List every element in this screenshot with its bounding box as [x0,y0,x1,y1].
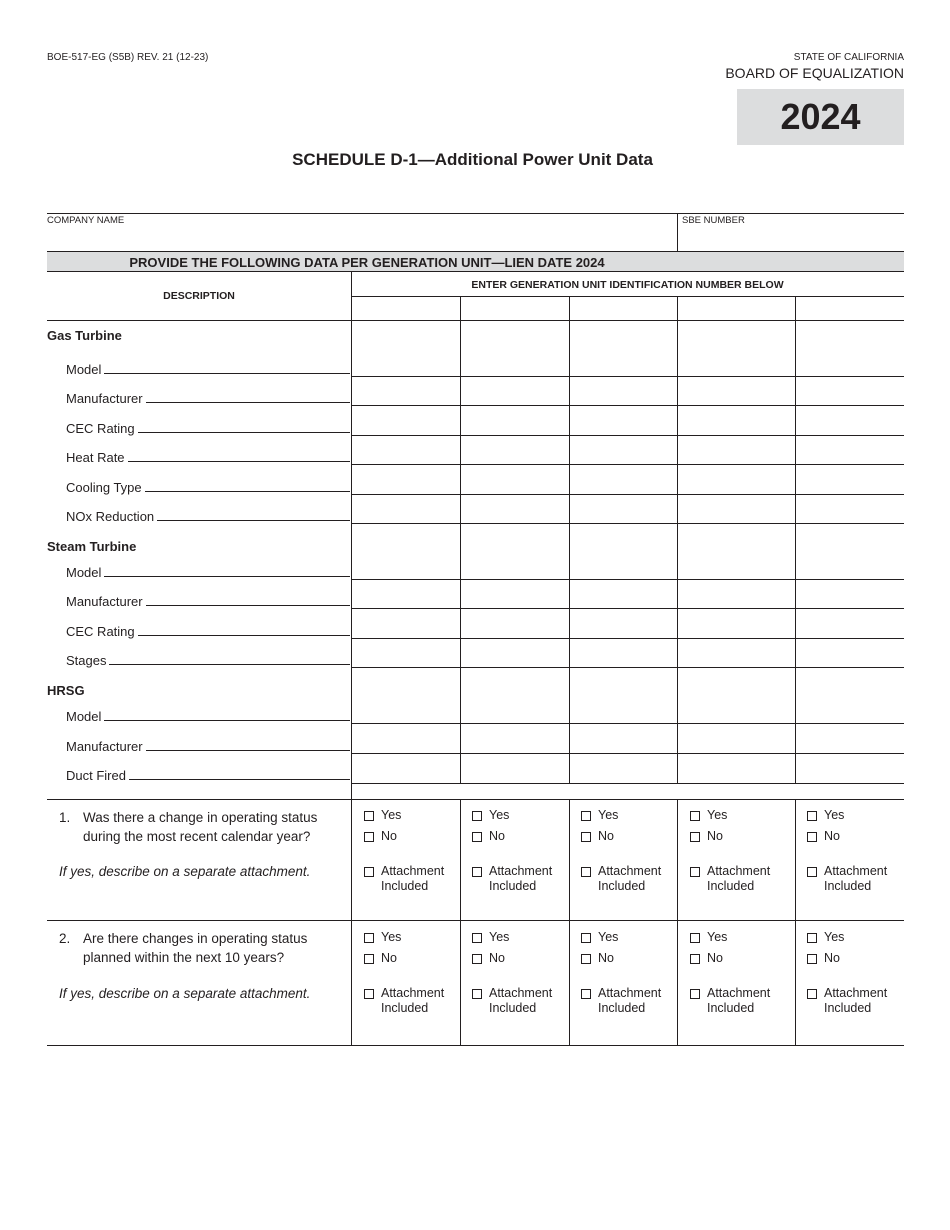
unit-column-line [569,296,570,783]
checkbox-icon[interactable] [690,811,700,821]
unit-id-line [351,296,904,297]
checkbox-icon[interactable] [472,954,482,964]
unit-data-cell[interactable] [462,378,567,403]
question-divider [47,920,904,921]
unit-data-cell[interactable] [797,322,902,374]
unit-data-cell[interactable] [353,496,458,521]
unit-data-cell[interactable] [571,669,675,721]
checkbox-label: Yes [598,808,619,822]
checkbox-label: Attachment Included [824,864,888,893]
description-column-line [351,272,352,1045]
unit-id-input[interactable] [679,298,793,318]
attachment-checkbox[interactable] [472,986,552,1016]
row-line [351,667,904,668]
unit-data-cell[interactable] [571,437,675,462]
row-line [351,638,904,639]
checkbox-icon[interactable] [364,933,374,943]
unit-data-cell[interactable] [679,407,793,433]
unit-data-cell[interactable] [679,525,793,577]
page-title: SCHEDULE D-1—Additional Power Unit Data [292,150,653,169]
tax-year-box [737,89,904,145]
yes-checkbox[interactable] [581,930,618,945]
section-steam-turbine: Steam Turbine [47,539,137,554]
no-checkbox[interactable] [472,829,505,844]
checkbox-icon[interactable] [364,989,374,999]
checkbox-icon[interactable] [690,832,700,842]
unit-data-cell[interactable] [571,466,675,492]
row-hrsg-model: Model [66,709,350,724]
attachment-checkbox[interactable] [364,864,444,894]
section-hrsg: HRSG [47,683,85,698]
divider [677,213,678,251]
row-hrsg-manufacturer: Manufacturer [66,739,350,754]
no-checkbox[interactable] [581,829,614,844]
unit-data-cell[interactable] [679,755,793,781]
section-gas-turbine: Gas Turbine [47,328,122,343]
question-1-note: If yes, describe on a separate attachment. [59,864,311,879]
row-line [351,783,904,784]
unit-data-cell[interactable] [353,525,458,577]
section-band [47,251,904,272]
state-label: STATE OF CALIFORNIA [793,52,904,63]
unit-data-cell[interactable] [679,640,793,665]
checkbox-label: Attachment Included [824,986,888,1015]
unit-data-cell[interactable] [462,669,567,721]
checkbox-label: Attachment Included [381,986,445,1015]
unit-data-cell[interactable] [462,466,567,492]
unit-column-line [677,799,678,1045]
row-gt-heat-rate: Heat Rate [66,450,350,465]
unit-data-cell[interactable] [571,525,675,577]
checkbox-label: No [598,829,614,843]
unit-data-cell[interactable] [462,322,567,374]
checkbox-icon[interactable] [581,867,591,877]
checkbox-label: No [489,829,505,843]
row-gt-nox-reduction: NOx Reduction [66,509,350,524]
checkbox-icon[interactable] [364,811,374,821]
unit-data-cell[interactable] [797,437,902,462]
unit-data-cell[interactable] [679,669,793,721]
no-checkbox[interactable] [690,951,723,966]
header-bottom-line [47,320,904,321]
unit-data-cell[interactable] [462,755,567,781]
no-checkbox[interactable] [807,829,840,844]
question-2-note: If yes, describe on a separate attachment. [59,986,311,1001]
unit-data-cell[interactable] [571,640,675,665]
checkbox-label: Yes [707,930,728,944]
unit-data-cell[interactable] [462,407,567,433]
unit-data-cell[interactable] [797,610,902,636]
row-line [351,494,904,495]
unit-data-cell[interactable] [679,437,793,462]
checkbox-icon[interactable] [807,832,817,842]
unit-column-line [795,799,796,1045]
checkbox-label: Yes [824,930,845,944]
attachment-checkbox[interactable] [581,986,661,1016]
checkbox-label: No [381,829,397,843]
unit-data-cell[interactable] [353,466,458,492]
table-bottom-line [47,799,904,800]
unit-data-cell[interactable] [797,525,902,577]
unit-data-cell[interactable] [571,378,675,403]
company-name-field[interactable] [47,226,675,250]
no-checkbox[interactable] [472,951,505,966]
checkbox-icon[interactable] [472,933,482,943]
divider [47,213,904,214]
yes-checkbox[interactable] [472,930,509,945]
unit-data-cell[interactable] [797,755,902,781]
unit-data-cell[interactable] [353,581,458,606]
checkbox-icon[interactable] [472,832,482,842]
checkbox-icon[interactable] [472,867,482,877]
unit-data-cell[interactable] [462,610,567,636]
unit-data-cell[interactable] [353,437,458,462]
checkbox-label: Attachment Included [598,864,662,893]
unit-id-input[interactable] [462,298,567,318]
checkbox-icon[interactable] [807,933,817,943]
no-checkbox[interactable] [364,951,397,966]
unit-data-cell[interactable] [797,407,902,433]
unit-data-cell[interactable] [679,725,793,751]
no-checkbox[interactable] [690,829,723,844]
unit-data-cell[interactable] [571,407,675,433]
sbe-number-label: SBE NUMBER [682,215,745,226]
unit-data-cell[interactable] [679,378,793,403]
yes-checkbox[interactable] [690,930,727,945]
unit-data-cell[interactable] [462,640,567,665]
row-gt-cooling-type: Cooling Type [66,480,350,495]
agency-label: BOARD OF EQUALIZATION [725,65,904,81]
checkbox-label: Yes [598,930,619,944]
checkbox-icon[interactable] [690,933,700,943]
checkbox-label: No [824,951,840,965]
unit-column-line [795,296,796,783]
row-st-model: Model [66,565,350,580]
yes-checkbox[interactable] [581,808,618,823]
checkbox-icon[interactable] [364,954,374,964]
unit-column-line [677,296,678,783]
unit-data-cell[interactable] [462,525,567,577]
row-gt-model: Model [66,362,350,377]
yes-checkbox[interactable] [807,930,844,945]
unit-data-cell[interactable] [679,496,793,521]
form-bottom-line [47,1045,904,1046]
checkbox-label: Attachment Included [489,986,553,1015]
row-st-cec-rating: CEC Rating [66,624,350,639]
checkbox-icon[interactable] [807,867,817,877]
attachment-checkbox[interactable] [690,986,770,1016]
unit-data-cell[interactable] [679,610,793,636]
unit-data-cell[interactable] [797,669,902,721]
row-line [351,376,904,377]
checkbox-icon[interactable] [472,811,482,821]
unit-data-cell[interactable] [797,378,902,403]
checkbox-icon[interactable] [364,832,374,842]
unit-data-cell[interactable] [571,581,675,606]
sbe-number-field[interactable] [680,226,902,250]
unit-data-cell[interactable] [462,496,567,521]
checkbox-label: Attachment Included [489,864,553,893]
form-id: BOE-517-EG (S5B) REV. 21 (12-23) [47,52,209,63]
checkbox-icon[interactable] [581,832,591,842]
checkbox-label: No [824,829,840,843]
unit-data-cell[interactable] [679,322,793,374]
row-hrsg-duct-fired: Duct Fired [66,768,350,783]
row-gt-cec-rating: CEC Rating [66,421,350,436]
checkbox-label: Attachment Included [707,864,771,893]
unit-column-line [460,799,461,1045]
unit-data-cell[interactable] [353,755,458,781]
unit-data-cell[interactable] [797,581,902,606]
description-header: DESCRIPTION [163,290,235,302]
checkbox-label: Attachment Included [598,986,662,1015]
checkbox-label: Yes [489,930,510,944]
unit-data-cell[interactable] [353,725,458,751]
row-line [351,608,904,609]
attachment-checkbox[interactable] [807,986,887,1016]
yes-checkbox[interactable] [690,808,727,823]
checkbox-icon[interactable] [690,989,700,999]
unit-data-cell[interactable] [679,581,793,606]
unit-data-cell[interactable] [462,725,567,751]
checkbox-label: No [707,829,723,843]
checkbox-icon[interactable] [581,811,591,821]
checkbox-icon[interactable] [364,867,374,877]
attachment-checkbox[interactable] [690,864,770,894]
unit-id-input[interactable] [797,298,902,318]
checkbox-icon[interactable] [807,989,817,999]
checkbox-icon[interactable] [581,933,591,943]
units-header: ENTER GENERATION UNIT IDENTIFICATION NUMBER BELOW [471,279,784,291]
checkbox-icon[interactable] [690,867,700,877]
row-line [351,723,904,724]
checkbox-label: Attachment Included [707,986,771,1015]
unit-column-line [569,799,570,1045]
checkbox-icon[interactable] [581,989,591,999]
row-st-manufacturer: Manufacturer [66,594,350,609]
unit-data-cell[interactable] [353,378,458,403]
unit-data-cell[interactable] [462,437,567,462]
checkbox-label: Yes [707,808,728,822]
checkbox-label: No [707,951,723,965]
no-checkbox[interactable] [364,829,397,844]
band-label: PROVIDE THE FOLLOWING DATA PER GENERATION UNIT—LIEN DATE 2024 [129,255,605,270]
unit-data-cell[interactable] [462,581,567,606]
unit-data-cell[interactable] [797,725,902,751]
question-2: 2. Are there changes in operating status planned within the next 10 years? [59,931,308,965]
unit-data-cell[interactable] [571,322,675,374]
unit-data-cell[interactable] [571,755,675,781]
row-line [351,405,904,406]
unit-data-cell[interactable] [797,466,902,492]
checkbox-label: No [598,951,614,965]
unit-data-cell[interactable] [571,610,675,636]
attachment-checkbox[interactable] [581,864,661,894]
checkbox-label: Yes [381,808,402,822]
tax-year: 2024 [780,96,861,137]
unit-data-cell[interactable] [571,725,675,751]
row-line [351,753,904,754]
unit-id-input[interactable] [571,298,675,318]
checkbox-label: Yes [489,808,510,822]
checkbox-icon[interactable] [472,989,482,999]
unit-data-cell[interactable] [353,322,458,374]
question-1: 1. Was there a change in operating status during the most recent calendar year? [59,810,318,844]
row-line [351,579,904,580]
unit-data-cell[interactable] [797,496,902,521]
unit-data-cell[interactable] [353,669,458,721]
checkbox-label: Yes [824,808,845,822]
yes-checkbox[interactable] [472,808,509,823]
checkbox-label: No [381,951,397,965]
unit-data-cell[interactable] [353,610,458,636]
row-st-stages: Stages [66,653,350,668]
checkbox-icon[interactable] [807,954,817,964]
row-line [351,435,904,436]
unit-column-line [460,296,461,783]
checkbox-icon[interactable] [807,811,817,821]
yes-checkbox[interactable] [364,930,401,945]
checkbox-label: Attachment Included [381,864,445,893]
checkbox-label: Yes [381,930,402,944]
unit-data-cell[interactable] [353,640,458,665]
row-line [351,464,904,465]
unit-data-cell[interactable] [571,496,675,521]
unit-data-cell[interactable] [679,466,793,492]
no-checkbox[interactable] [807,951,840,966]
unit-data-cell[interactable] [797,640,902,665]
no-checkbox[interactable] [581,951,614,966]
unit-id-input[interactable] [353,298,458,318]
checkbox-label: No [489,951,505,965]
checkbox-icon[interactable] [581,954,591,964]
attachment-checkbox[interactable] [807,864,887,894]
row-gt-manufacturer: Manufacturer [66,391,350,406]
unit-data-cell[interactable] [353,407,458,433]
yes-checkbox[interactable] [364,808,401,823]
attachment-checkbox[interactable] [472,864,552,894]
row-line [351,523,904,524]
attachment-checkbox[interactable] [364,986,444,1016]
company-name-label: COMPANY NAME [47,215,125,226]
yes-checkbox[interactable] [807,808,844,823]
checkbox-icon[interactable] [690,954,700,964]
